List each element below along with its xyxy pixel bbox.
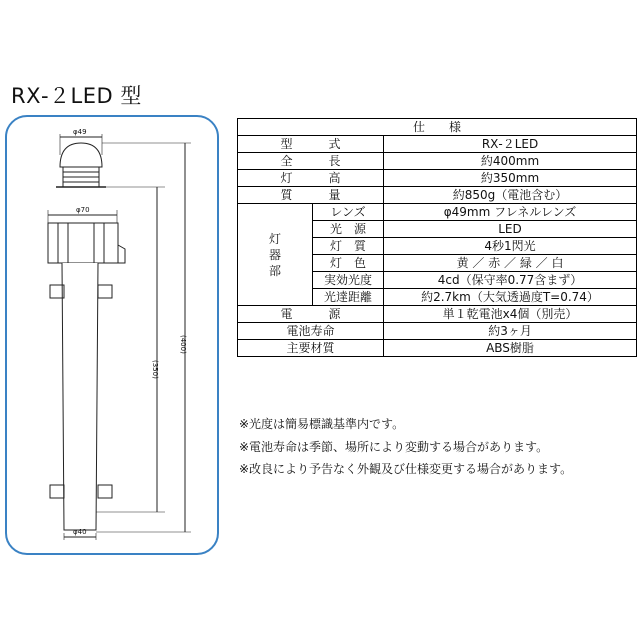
note-item: ※電池寿命は季節、場所により変動する場合があります。 xyxy=(239,439,549,454)
spec-row xyxy=(238,204,637,221)
spec-row-value: LED xyxy=(384,221,637,238)
note-item: ※改良により予告なく外観及び仕様変更する場合があります。 xyxy=(239,462,573,476)
lamp-group-char: 灯 xyxy=(268,231,281,246)
spec-row xyxy=(238,153,637,170)
spec-row-value: φ49mm フレネルレンズ xyxy=(384,204,637,221)
spec-row xyxy=(238,323,637,340)
dim-label-350: (350) xyxy=(151,360,159,379)
spec-row-label: 主要材質 xyxy=(238,340,384,357)
spec-row-value: 単１乾電池x4個（別売） xyxy=(384,306,637,323)
spec-row xyxy=(238,187,637,204)
dim-label-top: φ49 xyxy=(73,128,87,136)
spec-header: 仕 様 xyxy=(238,119,637,136)
spec-row xyxy=(238,136,637,153)
dome-lens xyxy=(60,143,102,167)
spec-row-label: 型 式 xyxy=(238,136,384,153)
spec-row-label: レンズ xyxy=(313,204,384,221)
dim-label-mid: φ70 xyxy=(76,206,90,214)
spec-row-label: 灯 質 xyxy=(313,238,384,255)
spec-header-row xyxy=(238,119,637,136)
spec-row-value: 4秒1閃光 xyxy=(384,238,637,255)
lamp-group-char: 器 xyxy=(268,247,281,262)
dim-label-400: (400) xyxy=(179,335,187,354)
spec-row-label: 電 源 xyxy=(238,306,384,323)
spec-row-value: 4cd（保守率0.77含まず） xyxy=(384,272,637,289)
product-title: RX‐２LED 型 xyxy=(11,84,142,108)
spec-row-value: 約2.7km（大気透過度T=0.74） xyxy=(384,289,637,306)
spec-row-value: 約3ヶ月 xyxy=(384,323,637,340)
spec-row-label: 光達距離 xyxy=(313,289,384,306)
spec-row-label: 全 長 xyxy=(238,153,384,170)
spec-row xyxy=(238,306,637,323)
spec-row-value: 約350mm xyxy=(384,170,637,187)
spec-row-label: 灯 色 xyxy=(313,255,384,272)
spec-row-label: 質 量 xyxy=(238,187,384,204)
spec-row-label: 灯 高 xyxy=(238,170,384,187)
spec-table xyxy=(237,118,637,357)
spec-row xyxy=(238,340,637,357)
spec-row-value: RX‐２LED xyxy=(384,136,637,153)
body-tube xyxy=(62,263,98,530)
product-drawing xyxy=(5,115,219,555)
spec-row-value: 約850g（電池含む） xyxy=(384,187,637,204)
spec-row xyxy=(238,170,637,187)
note-item: ※光度は簡易標識基準内です。 xyxy=(239,417,405,431)
lamp-group-label xyxy=(238,204,313,306)
spec-row-label: 実効光度 xyxy=(313,272,384,289)
spec-row-label: 電池寿命 xyxy=(238,323,384,340)
notes xyxy=(239,413,572,481)
spec-row-value: ABS樹脂 xyxy=(384,340,637,357)
spec-row-value: 約400mm xyxy=(384,153,637,170)
dim-label-bottom: φ40 xyxy=(73,528,87,536)
spec-row-value: 黄 ／ 赤 ／ 緑 ／ 白 xyxy=(384,255,637,272)
lamp-group-char: 部 xyxy=(268,263,281,278)
spec-row-label: 光 源 xyxy=(313,221,384,238)
